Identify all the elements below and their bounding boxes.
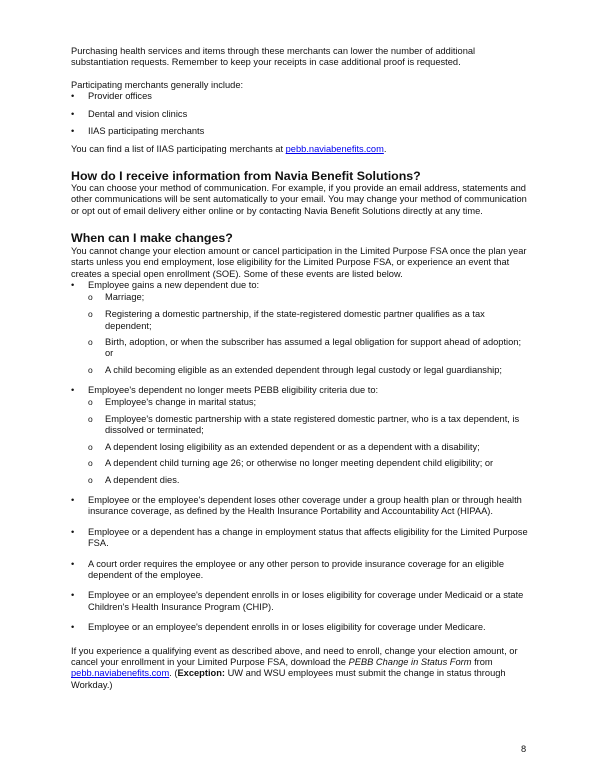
page-number: 8 — [521, 744, 527, 754]
iias-paragraph: You can find a list of IIAS participating merchants at pebb.naviabenefits.com. — [71, 144, 387, 155]
section-heading-communication: How do I receive information from Navia Benefit Solutions? — [71, 168, 421, 183]
list-item: • Employee or an employee's dependent enrolls in or loses eligibility for coverage under Medicaid or a state Children's Health Insurance Program (CHIP). — [71, 590, 531, 613]
sub-list-item: o Employee's change in marital status; — [88, 397, 531, 408]
intro-paragraph: Purchasing health services and items through these merchants can lower the number of additional substantiation requests. Remember to keep your receipts in case additional proof is requested. — [71, 46, 476, 68]
sub-list-item: o Birth, adoption, or when the subscriber has assumed a legal obligation for support ahead of adoption; or — [88, 337, 531, 360]
naviabenefits-link[interactable]: pebb.naviabenefits.com — [71, 668, 170, 679]
changes-paragraph: You cannot change your election amount or cancel participation in the Limited Purpose FSA once the plan year starts unless you end employment, lose eligibility for the Limited Purpose FSA, or experience an event that creates a special open enrollment (SOE). Some of these events are listed below. — [71, 246, 527, 279]
list-item: • Dental and vision clinics — [71, 109, 531, 120]
sub-list — [88, 397, 531, 486]
list-item: • IIAS participating merchants — [71, 126, 531, 137]
list-item: • Employee or the employee's dependent loses other coverage under a group health plan or through health insurance coverage, as defined by the Health Insurance Portability and Accountability Act (HIPAA). — [71, 495, 531, 518]
events-list — [71, 280, 531, 633]
list-item: • A court order requires the employee or any other person to provide insurance coverage for an eligible dependent of the employee. — [71, 559, 531, 582]
event-label: Employee's dependent no longer meets PEBB eligibility criteria due to: — [88, 385, 379, 396]
merchants-intro: Participating merchants generally include: — [71, 79, 244, 90]
form-name: PEBB Change in Status Form — [348, 657, 472, 668]
document-page — [71, 46, 531, 691]
sub-list-item: o A dependent dies. — [88, 475, 531, 486]
naviabenefits-link[interactable]: pebb.naviabenefits.com — [285, 144, 384, 155]
sub-list-item: o A child becoming eligible as an extended dependent through legal custody or legal guardianship; — [88, 365, 531, 376]
sub-list-item: o Registering a domestic partnership, if the state-registered domestic partner qualifies as a tax dependent; — [88, 309, 531, 332]
closing-paragraph: If you experience a qualifying event as described above, and need to enroll, change your election amount, or cancel your enrollment in your Limited Purpose FSA, download the PEBB Change in Status Form from pebb.naviabenefits.com. (Exception: UW and WSU employees must submit the change in status through Workday.) — [71, 645, 518, 690]
sub-list-item: o Marriage; — [88, 292, 531, 303]
sub-list — [88, 292, 531, 376]
section-heading-changes: When can I make changes? — [71, 231, 233, 246]
list-item: • Employee or an employee's dependent enrolls in or loses eligibility for coverage under Medicare. — [71, 622, 531, 633]
list-item — [71, 280, 531, 376]
merchants-list — [71, 91, 531, 137]
sub-list-item: o A dependent losing eligibility as an extended dependent or as a dependent with a disability; — [88, 442, 531, 453]
communication-paragraph: You can choose your method of communication. For example, if you provide an email address, statements and other communications will be sent automatically to your email. You may change your method of communication or opt out of email delivery either online or by contacting Navia Benefit Solutions directly at any time. — [71, 182, 527, 216]
list-item: • Employee or a dependent has a change in employment status that affects eligibility for the Limited Purpose FSA. — [71, 527, 531, 550]
sub-list-item: o Employee's domestic partnership with a state registered domestic partner, who is a tax dependent, is dissolved or terminated; — [88, 414, 531, 437]
list-item: • Provider offices — [71, 91, 531, 102]
event-label: Employee gains a new dependent due to: — [88, 280, 260, 291]
exception-label: Exception: — [177, 668, 225, 679]
sub-list-item: o A dependent child turning age 26; or otherwise no longer meeting dependent child eligibility; or — [88, 458, 531, 469]
list-item — [71, 385, 531, 486]
